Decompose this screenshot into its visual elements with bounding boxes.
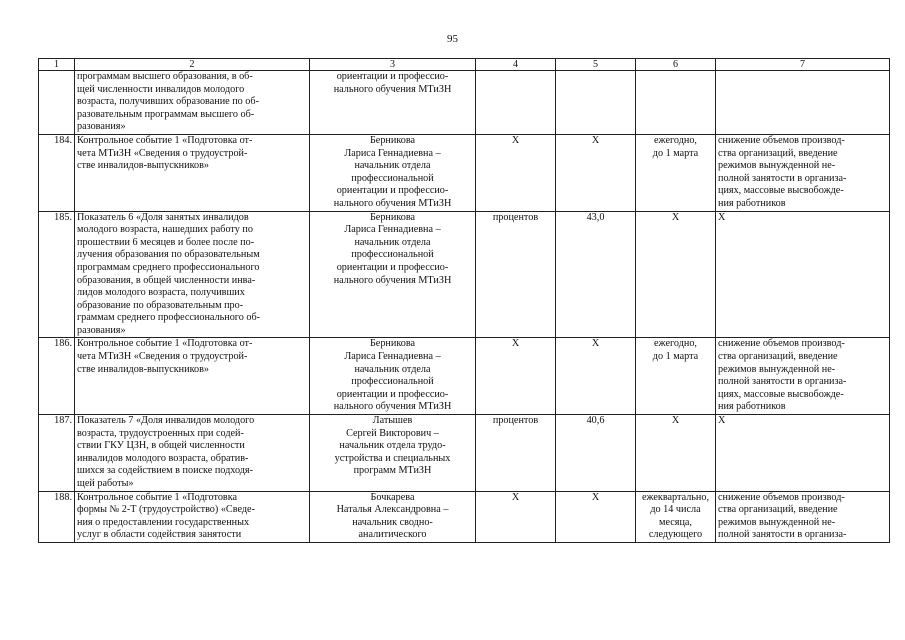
- cell-line: молодого возраста, нашедших работу по: [77, 224, 253, 236]
- cell-line: Берникова: [369, 338, 416, 350]
- cell-line: Лариса Геннадиевна –: [344, 351, 441, 363]
- cell-line: следующего: [648, 529, 703, 541]
- cell-line: полной занятости в организа-: [718, 376, 847, 388]
- cell-line: Х: [511, 491, 520, 503]
- cell-line: процентов: [492, 211, 539, 223]
- table-row: [39, 415, 890, 492]
- description-cell: [75, 71, 310, 135]
- cell-line: снижение объемов производ-: [718, 134, 845, 146]
- cell-line: аналитического: [358, 529, 427, 541]
- cell-line: месяца,: [659, 516, 692, 528]
- cell-line: разовательным программам высшего об-: [77, 108, 255, 120]
- column-number-row: [39, 59, 890, 71]
- row-number: 184.: [39, 134, 75, 211]
- row-number: 187.: [39, 415, 75, 492]
- cell-line: чета МТиЗН «Сведения о трудоустрой-: [77, 147, 248, 159]
- cell-line: разования»: [77, 324, 126, 336]
- value-cell: [556, 134, 636, 211]
- cell-line: нального обучения МТиЗН: [333, 197, 452, 209]
- responsible-cell: [310, 338, 476, 415]
- cell-line: до 1 марта: [652, 351, 699, 363]
- cell-line: ежегодно,: [654, 134, 697, 146]
- cell-line: ствии ГКУ ЦЗН, в общей численности: [77, 440, 245, 452]
- cell-line: ства организаций, введение: [718, 351, 838, 363]
- cell-line: ежегодно,: [654, 338, 697, 350]
- cell-line: Наталья Александровна –: [336, 504, 449, 516]
- cell-line: процентов: [492, 415, 539, 427]
- cell-line: начальник отдела трудо-: [339, 440, 446, 452]
- page-number: 95: [447, 33, 458, 45]
- unit-cell: [476, 211, 556, 338]
- description-cell: [75, 134, 310, 211]
- cell-line: профессиональной: [351, 249, 434, 261]
- cell-line: Х: [671, 211, 680, 223]
- risk-cell: [716, 415, 890, 492]
- responsible-cell: [310, 415, 476, 492]
- cell-line: Х: [591, 491, 600, 503]
- unit-cell: [476, 71, 556, 135]
- cell-line: Контрольное событие 1 «Подготовка от-: [77, 338, 253, 350]
- cell-line: шихся за содействием в поиске подходя-: [77, 465, 254, 477]
- table-row: [39, 71, 890, 135]
- cell-line: полной занятости в организа-: [718, 172, 847, 184]
- cell-line: Х: [591, 134, 600, 146]
- deadline-cell: [636, 71, 716, 135]
- cell-line: лучения образования по образовательным: [77, 249, 260, 261]
- cell-line: прошествии 6 месяцев и более после по-: [77, 236, 255, 248]
- cell-line: режимов вынужденной не-: [718, 363, 836, 375]
- row-number: 188.: [39, 491, 75, 542]
- deadline-cell: [636, 338, 716, 415]
- column-header: 6: [636, 59, 716, 71]
- cell-line: ния о предоставлении государственных: [77, 516, 250, 528]
- cell-line: профессиональной: [351, 376, 434, 388]
- cell-line: образования, в общей численности инва-: [77, 274, 256, 286]
- risk-cell: [716, 338, 890, 415]
- cell-line: программам высшего образования, в об-: [77, 71, 253, 82]
- responsible-cell: [310, 211, 476, 338]
- description-cell: [75, 415, 310, 492]
- deadline-cell: [636, 134, 716, 211]
- cell-line: возраста, трудоустроенных при содей-: [77, 427, 244, 439]
- value-cell: [556, 211, 636, 338]
- row-number: 186.: [39, 338, 75, 415]
- cell-line: 40,6: [586, 415, 605, 427]
- cell-line: Лариса Геннадиевна –: [344, 224, 441, 236]
- description-cell: [75, 211, 310, 338]
- cell-line: начальник отдела: [354, 236, 431, 248]
- column-header: 7: [716, 59, 890, 71]
- cell-line: формы № 2-Т (трудоустройство) «Сведе-: [77, 504, 255, 516]
- description-cell: [75, 338, 310, 415]
- column-header: 5: [556, 59, 636, 71]
- responsible-cell: [310, 71, 476, 135]
- risk-cell: [716, 71, 890, 135]
- cell-line: ориентации и профессио-: [336, 388, 449, 400]
- cell-line: услуг в области содействия занятости: [77, 529, 242, 541]
- description-cell: [75, 491, 310, 542]
- cell-line: Показатель 6 «Доля занятых инвалидов: [77, 211, 249, 223]
- cell-line: Берникова: [369, 211, 416, 223]
- cell-line: щей работы»: [77, 478, 134, 489]
- cell-line: ния работников: [718, 401, 786, 413]
- table-row: [39, 134, 890, 211]
- column-header: 2: [75, 59, 310, 71]
- cell-line: снижение объемов производ-: [718, 491, 845, 503]
- cell-line: инвалидов молодого возраста, обратив-: [77, 452, 249, 464]
- cell-line: Лариса Геннадиевна –: [344, 147, 441, 159]
- plan-table: [38, 58, 890, 543]
- cell-line: профессиональной: [351, 172, 434, 184]
- cell-line: чета МТиЗН «Сведения о трудоустрой-: [77, 351, 248, 363]
- cell-line: Х: [511, 134, 520, 146]
- value-cell: [556, 71, 636, 135]
- cell-line: ства организаций, введение: [718, 147, 838, 159]
- cell-line: стве инвалидов-выпускников»: [77, 363, 210, 375]
- cell-line: снижение объемов производ-: [718, 338, 845, 350]
- cell-line: устройства и специальных: [334, 452, 451, 464]
- row-number: [39, 71, 75, 135]
- value-cell: [556, 338, 636, 415]
- cell-line: режимов вынужденной не-: [718, 516, 836, 528]
- deadline-cell: [636, 491, 716, 542]
- cell-line: Х: [511, 338, 520, 350]
- table-row: [39, 338, 890, 415]
- cell-line: ства организаций, введение: [718, 504, 838, 516]
- unit-cell: [476, 491, 556, 542]
- cell-line: до 14 числа: [650, 504, 701, 516]
- cell-line: ориентации и профессио-: [336, 71, 449, 82]
- cell-line: начальник сводно-: [352, 516, 433, 528]
- row-number: 185.: [39, 211, 75, 338]
- cell-line: программам среднего профессионального: [77, 261, 260, 273]
- deadline-cell: [636, 211, 716, 338]
- cell-line: ежеквартально,: [641, 491, 710, 503]
- cell-line: начальник отдела: [354, 363, 431, 375]
- cell-line: нального обучения МТиЗН: [333, 83, 452, 95]
- cell-line: до 1 марта: [652, 147, 699, 159]
- cell-line: начальник отдела: [354, 160, 431, 172]
- table-row: [39, 211, 890, 338]
- responsible-cell: [310, 134, 476, 211]
- risk-cell: [716, 491, 890, 542]
- cell-line: нального обучения МТиЗН: [333, 274, 452, 286]
- cell-line: режимов вынужденной не-: [718, 160, 836, 172]
- cell-line: лидов молодого возраста, получивших: [77, 287, 245, 299]
- value-cell: [556, 415, 636, 492]
- risk-cell: [716, 211, 890, 338]
- column-header: 4: [476, 59, 556, 71]
- cell-line: Контрольное событие 1 «Подготовка: [77, 491, 238, 503]
- cell-line: образование по образовательным про-: [77, 299, 244, 311]
- cell-line: стве инвалидов-выпускников»: [77, 160, 210, 172]
- cell-line: Сергей Викторович –: [346, 427, 439, 439]
- cell-line: циях, массовые высвобожде-: [718, 185, 844, 197]
- cell-line: разования»: [77, 121, 126, 133]
- cell-line: Показатель 7 «Доля инвалидов молодого: [77, 415, 255, 427]
- value-cell: [556, 491, 636, 542]
- cell-line: ориентации и профессио-: [336, 185, 449, 197]
- cell-line: Х: [718, 415, 726, 427]
- cell-line: возраста, получивших образование по об-: [77, 96, 259, 108]
- unit-cell: [476, 134, 556, 211]
- cell-line: Латышев: [372, 415, 413, 427]
- cell-line: граммам среднего профессионального об-: [77, 312, 261, 324]
- cell-line: ориентации и профессио-: [336, 261, 449, 273]
- risk-cell: [716, 134, 890, 211]
- cell-line: циях, массовые высвобожде-: [718, 388, 844, 400]
- cell-line: программ МТиЗН: [353, 465, 432, 477]
- cell-line: Берникова: [369, 134, 416, 146]
- cell-line: нального обучения МТиЗН: [333, 401, 452, 413]
- cell-line: Контрольное событие 1 «Подготовка от-: [77, 134, 253, 146]
- deadline-cell: [636, 415, 716, 492]
- cell-line: Бочкарева: [370, 491, 415, 503]
- unit-cell: [476, 338, 556, 415]
- responsible-cell: [310, 491, 476, 542]
- cell-line: полной занятости в организа-: [718, 529, 847, 541]
- column-header: 1: [39, 59, 75, 71]
- table-row: [39, 491, 890, 542]
- column-header: 3: [310, 59, 476, 71]
- cell-line: 43,0: [586, 211, 605, 223]
- cell-line: щей численности инвалидов молодого: [77, 83, 245, 95]
- unit-cell: [476, 415, 556, 492]
- cell-line: Х: [591, 338, 600, 350]
- cell-line: Х: [718, 211, 726, 223]
- cell-line: Х: [671, 415, 680, 427]
- cell-line: ния работников: [718, 197, 786, 209]
